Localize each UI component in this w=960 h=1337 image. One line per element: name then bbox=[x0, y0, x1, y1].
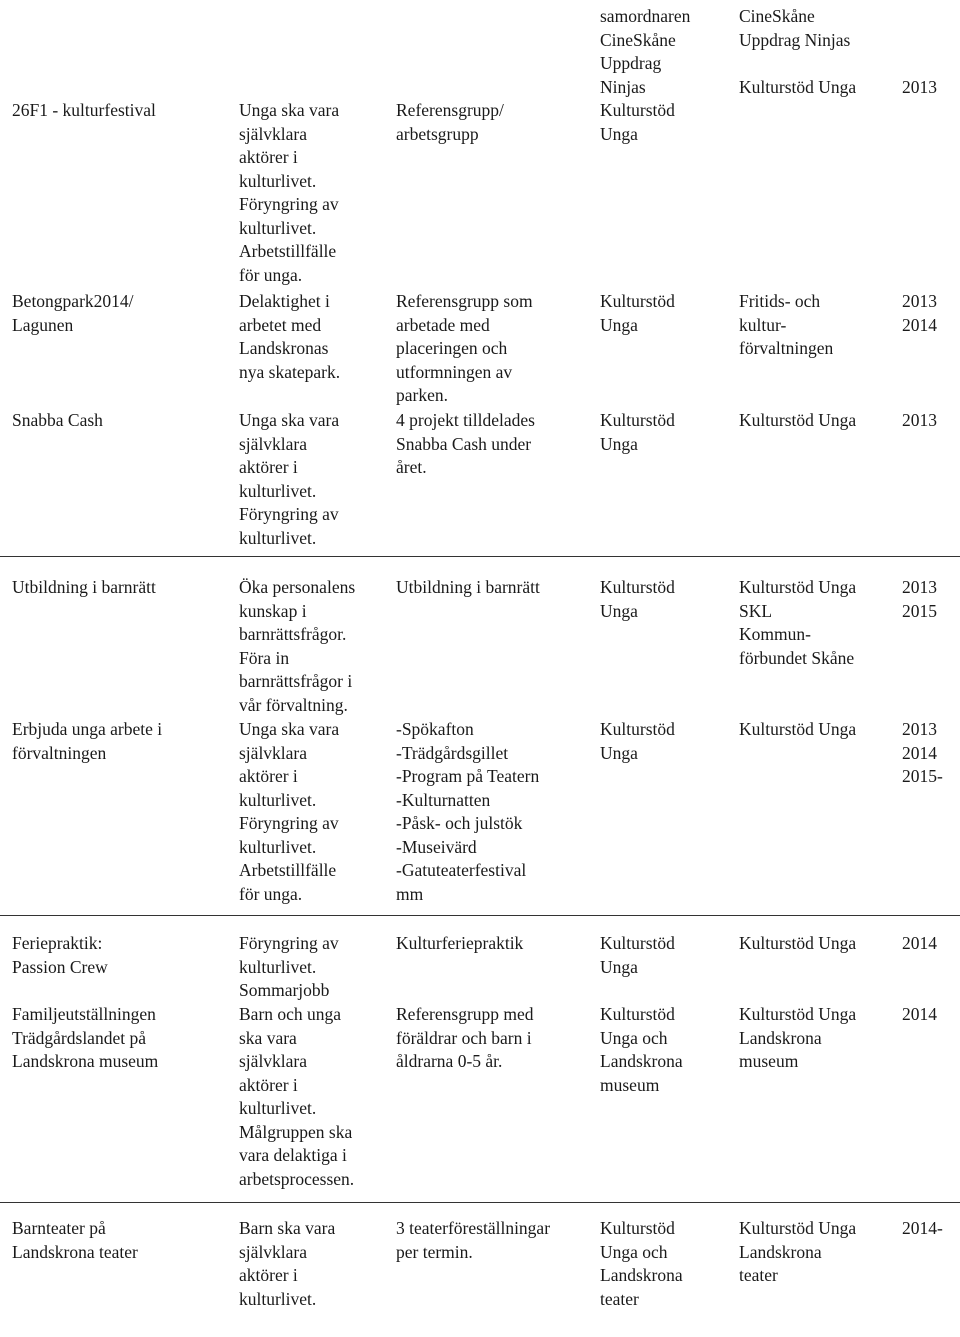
cell-line: -Museivärd bbox=[396, 836, 477, 857]
cell-line: teater bbox=[739, 1265, 778, 1285]
row-4-funding bbox=[739, 576, 856, 670]
cell-line: kulturlivet. bbox=[239, 217, 317, 238]
row-3-goal bbox=[239, 409, 339, 550]
row-2-participation bbox=[396, 290, 533, 408]
cell-line: -Spökafton bbox=[396, 719, 474, 739]
section-divider bbox=[0, 1202, 960, 1203]
row-8-responsible bbox=[600, 1217, 683, 1311]
cell-line: Öka personalens bbox=[239, 577, 356, 597]
row-3-year bbox=[902, 409, 937, 433]
cell-line: arbetade med bbox=[396, 314, 490, 335]
cell-line: Delaktighet i bbox=[239, 291, 330, 311]
row-4-year bbox=[902, 576, 937, 623]
row-5-participation bbox=[396, 718, 539, 906]
row-7-participation bbox=[396, 1003, 534, 1074]
cell-line: 2013 bbox=[902, 291, 937, 311]
row-5-goal bbox=[239, 718, 339, 906]
cell-line: 26F1 - kulturfestival bbox=[12, 100, 156, 120]
cell-line: kulturlivet. bbox=[239, 1098, 317, 1118]
cell-line: för unga. bbox=[239, 264, 303, 285]
cell-line: självklara bbox=[239, 123, 308, 144]
cell-line: Unga ska vara bbox=[239, 100, 340, 120]
cell-line: Kulturstöd bbox=[600, 1004, 675, 1024]
row-1-year bbox=[902, 5, 937, 99]
cell-line: vår förvaltning. bbox=[239, 694, 348, 715]
cell-line: Snabba Cash under bbox=[396, 433, 532, 454]
cell-line: Kulturstöd bbox=[600, 933, 675, 953]
cell-line bbox=[902, 29, 937, 53]
cell-line: föräldrar och barn i bbox=[396, 1027, 532, 1048]
row-3-activity bbox=[12, 409, 103, 433]
row-2-goal bbox=[239, 290, 340, 384]
cell-line: Föryngring av bbox=[239, 933, 339, 953]
cell-line: åldrarna 0-5 år. bbox=[396, 1051, 503, 1071]
row-7-goal bbox=[239, 1003, 354, 1191]
cell-line: Referensgrupp med bbox=[396, 1004, 534, 1024]
cell-line: aktörer i bbox=[239, 766, 298, 786]
cell-line: ska vara bbox=[239, 1027, 297, 1048]
row-4-goal bbox=[239, 576, 355, 717]
cell-line: barnrättsfrågor i bbox=[239, 671, 353, 691]
cell-line: Föryngring av bbox=[239, 194, 339, 214]
cell-line: kulturlivet. bbox=[239, 956, 317, 977]
cell-line: aktörer i bbox=[239, 1265, 298, 1285]
cell-line: 2014 bbox=[902, 314, 937, 335]
cell-line: Barn och unga bbox=[239, 1004, 342, 1024]
cell-line: för unga. bbox=[239, 883, 303, 904]
cell-line: Landskrona bbox=[600, 1051, 683, 1071]
cell-line: aktörer i bbox=[239, 147, 298, 167]
cell-line: kulturlivet. bbox=[239, 527, 317, 548]
cell-line: Kulturstöd bbox=[600, 410, 675, 430]
cell-line: kulturlivet. bbox=[239, 480, 317, 501]
cell-line: Uppdrag bbox=[600, 53, 662, 73]
cell-line: Målgruppen ska bbox=[239, 1121, 353, 1142]
row-5-year bbox=[902, 718, 943, 789]
row-3-funding bbox=[739, 409, 856, 433]
cell-line: samordnaren bbox=[600, 6, 691, 26]
row-7-responsible bbox=[600, 1003, 683, 1097]
row-1-funding bbox=[739, 5, 856, 99]
cell-line: aktörer i bbox=[239, 457, 298, 477]
cell-line: Ninjas bbox=[600, 76, 646, 97]
cell-line: Trädgårdslandet på bbox=[12, 1027, 146, 1048]
cell-line: Kulturstöd Unga bbox=[739, 719, 857, 739]
row-6-goal bbox=[239, 932, 339, 1003]
cell-line: Kulturstöd bbox=[600, 291, 675, 311]
row-8-funding bbox=[739, 1217, 856, 1288]
cell-line: Kulturferiepraktik bbox=[396, 933, 524, 953]
cell-line: -Program på Teatern bbox=[396, 766, 540, 786]
cell-line: arbetsgrupp bbox=[396, 123, 479, 144]
cell-line: placeringen och bbox=[396, 338, 508, 358]
cell-line: förvaltningen bbox=[739, 338, 834, 358]
row-8-year bbox=[902, 1217, 943, 1241]
row-4-activity bbox=[12, 576, 156, 600]
cell-line: Kommun- bbox=[739, 624, 811, 644]
cell-line: året. bbox=[396, 457, 427, 477]
row-6-funding bbox=[739, 932, 856, 956]
cell-line: Utbildning i barnrätt bbox=[396, 577, 540, 597]
cell-line: Landskronas bbox=[239, 338, 329, 358]
row-1-responsible bbox=[600, 5, 690, 146]
row-1-participation bbox=[396, 99, 504, 146]
cell-line: utformningen av bbox=[396, 361, 513, 382]
row-6-year bbox=[902, 932, 937, 956]
cell-line: mm bbox=[396, 883, 424, 904]
cell-line: per termin. bbox=[396, 1241, 473, 1262]
cell-line: Landskrona bbox=[739, 1027, 822, 1048]
cell-line: -Trädgårdsgillet bbox=[396, 742, 509, 763]
row-3-responsible bbox=[600, 409, 675, 456]
cell-line: 2014 bbox=[902, 1004, 937, 1024]
cell-line: 2015 bbox=[902, 600, 937, 621]
cell-line: kulturlivet. bbox=[239, 1288, 317, 1309]
cell-line: självklara bbox=[239, 1241, 308, 1262]
cell-line: kulturlivet. bbox=[239, 836, 317, 857]
cell-line: Kulturstöd bbox=[600, 1218, 675, 1238]
row-6-activity bbox=[12, 932, 108, 979]
cell-line: CineSkåne bbox=[600, 29, 676, 50]
row-5-responsible bbox=[600, 718, 675, 765]
cell-line: museum bbox=[600, 1074, 660, 1095]
cell-line: Kulturstöd Unga bbox=[739, 410, 857, 430]
cell-line: 2013 bbox=[902, 76, 937, 97]
cell-line: barnrättsfrågor. bbox=[239, 624, 347, 644]
cell-line: SKL bbox=[739, 600, 773, 621]
cell-line: Unga bbox=[600, 123, 638, 144]
cell-line: kulturlivet. bbox=[239, 170, 317, 191]
row-1-goal bbox=[239, 99, 339, 287]
cell-line: 4 projekt tilldelades bbox=[396, 410, 535, 430]
cell-line: Referensgrupp som bbox=[396, 291, 533, 311]
cell-line: Uppdrag Ninjas bbox=[739, 29, 851, 50]
row-6-responsible bbox=[600, 932, 675, 979]
cell-line: Feriepraktik: bbox=[12, 933, 103, 953]
cell-line: Landskrona teater bbox=[12, 1241, 138, 1262]
cell-line: 2014 bbox=[902, 742, 937, 763]
cell-line: förvaltningen bbox=[12, 742, 107, 763]
cell-line: Landskrona museum bbox=[12, 1051, 159, 1071]
row-8-goal bbox=[239, 1217, 335, 1311]
cell-line: 2013 bbox=[902, 577, 937, 597]
cell-line: vara delaktiga i bbox=[239, 1145, 347, 1165]
cell-line: Arbetstillfälle bbox=[239, 860, 337, 880]
cell-line bbox=[902, 52, 937, 76]
row-7-funding bbox=[739, 1003, 856, 1074]
row-8-activity bbox=[12, 1217, 138, 1264]
cell-line: -Kulturnatten bbox=[396, 789, 491, 810]
cell-line: Utbildning i barnrätt bbox=[12, 577, 156, 597]
cell-line: Unga bbox=[600, 433, 638, 454]
cell-line: Erbjuda unga arbete i bbox=[12, 719, 163, 739]
section-divider bbox=[0, 556, 960, 557]
row-1-activity bbox=[12, 99, 156, 123]
cell-line bbox=[902, 5, 937, 29]
cell-line: 2013 bbox=[902, 719, 937, 739]
row-5-funding bbox=[739, 718, 856, 742]
cell-line: 2015- bbox=[902, 766, 943, 786]
cell-line: -Påsk- och julstök bbox=[396, 813, 523, 833]
cell-line: Barn ska vara bbox=[239, 1218, 336, 1238]
section-divider bbox=[0, 915, 960, 916]
cell-line: Föra in bbox=[239, 647, 290, 668]
cell-line: Kulturstöd Unga bbox=[739, 1004, 857, 1024]
cell-line: Kulturstöd bbox=[600, 100, 675, 120]
cell-line: Betongpark2014/ bbox=[12, 291, 134, 311]
cell-line: Sommarjobb bbox=[239, 980, 330, 1000]
row-4-participation bbox=[396, 576, 540, 600]
cell-line: självklara bbox=[239, 1051, 308, 1071]
cell-line: Familjeutställningen bbox=[12, 1004, 156, 1024]
cell-line: Kulturstöd Unga bbox=[739, 1218, 857, 1238]
cell-line: Passion Crew bbox=[12, 956, 108, 977]
cell-line: Unga bbox=[600, 956, 638, 977]
cell-line bbox=[739, 52, 856, 76]
cell-line: Landskrona bbox=[600, 1265, 683, 1285]
row-2-activity bbox=[12, 290, 134, 337]
cell-line: självklara bbox=[239, 742, 308, 763]
cell-line: Unga bbox=[600, 314, 638, 335]
cell-line: -Gatuteaterfestival bbox=[396, 860, 527, 880]
cell-line: Lagunen bbox=[12, 314, 74, 335]
cell-line: förbundet Skåne bbox=[739, 647, 855, 668]
cell-line: 3 teaterföreställningar bbox=[396, 1218, 551, 1238]
row-2-year bbox=[902, 290, 937, 337]
cell-line: Kulturstöd Unga bbox=[739, 933, 857, 953]
cell-line: parken. bbox=[396, 385, 448, 405]
cell-line: 2014 bbox=[902, 933, 937, 953]
cell-line: Unga och bbox=[600, 1241, 668, 1262]
cell-line: Landskrona bbox=[739, 1241, 822, 1262]
cell-line: aktörer i bbox=[239, 1074, 298, 1095]
cell-line: självklara bbox=[239, 433, 308, 454]
cell-line: teater bbox=[600, 1288, 639, 1309]
cell-line: Fritids- och bbox=[739, 291, 821, 311]
cell-line: Unga ska vara bbox=[239, 719, 340, 739]
cell-line: nya skatepark. bbox=[239, 361, 341, 382]
cell-line: Referensgrupp/ bbox=[396, 100, 504, 120]
row-6-participation bbox=[396, 932, 523, 956]
cell-line: Unga bbox=[600, 742, 638, 763]
row-2-funding bbox=[739, 290, 833, 361]
cell-line: Unga ska vara bbox=[239, 410, 340, 430]
row-5-activity bbox=[12, 718, 162, 765]
cell-line: Barnteater på bbox=[12, 1218, 106, 1238]
cell-line: 2014- bbox=[902, 1218, 943, 1238]
cell-line: arbetet med bbox=[239, 314, 322, 335]
cell-line: Kulturstöd bbox=[600, 719, 675, 739]
cell-line: kultur- bbox=[739, 314, 787, 335]
cell-line: Kulturstöd bbox=[600, 577, 675, 597]
cell-line: 2013 bbox=[902, 410, 937, 430]
row-3-participation bbox=[396, 409, 535, 480]
row-7-activity bbox=[12, 1003, 158, 1074]
cell-line: CineSkåne bbox=[739, 6, 815, 26]
row-7-year bbox=[902, 1003, 937, 1027]
cell-line: Arbetstillfälle bbox=[239, 241, 337, 261]
cell-line: kunskap i bbox=[239, 600, 307, 621]
cell-line: kulturlivet. bbox=[239, 789, 317, 810]
row-4-responsible bbox=[600, 576, 675, 623]
cell-line: arbetsprocessen. bbox=[239, 1168, 355, 1189]
row-8-participation bbox=[396, 1217, 550, 1264]
cell-line: Kulturstöd Unga bbox=[739, 76, 857, 97]
cell-line: Föryngring av bbox=[239, 813, 339, 833]
cell-line: Föryngring av bbox=[239, 504, 339, 524]
row-2-responsible bbox=[600, 290, 675, 337]
cell-line: Unga och bbox=[600, 1027, 668, 1048]
cell-line: Snabba Cash bbox=[12, 410, 103, 430]
cell-line: museum bbox=[739, 1051, 799, 1071]
cell-line: Kulturstöd Unga bbox=[739, 577, 857, 597]
cell-line: Unga bbox=[600, 600, 638, 621]
